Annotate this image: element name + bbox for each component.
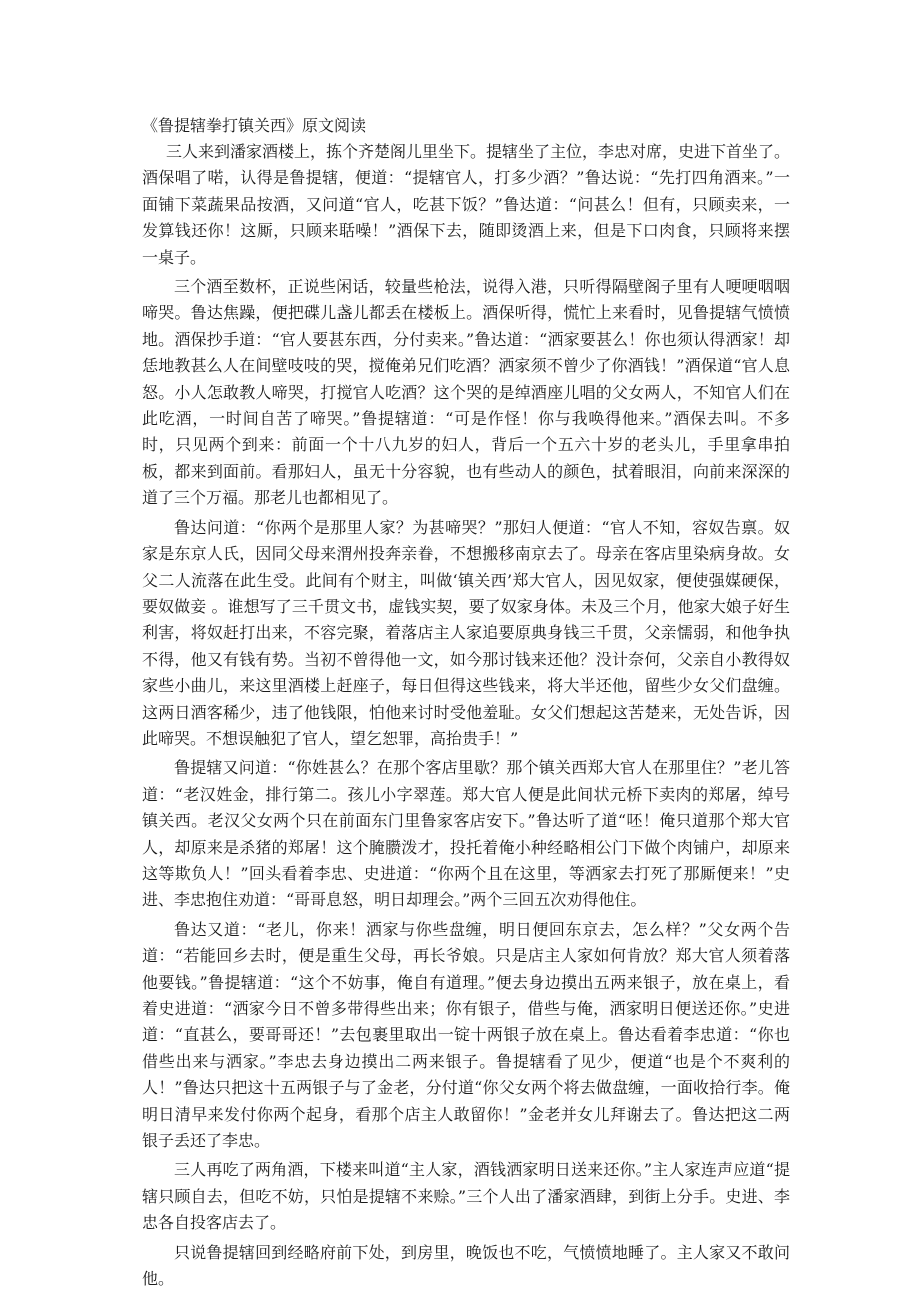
document-page xyxy=(142,112,790,1295)
paragraph: 只说鲁提辖回到经略府前下处，到房里，晚饭也不吃，气愤愤地睡了。主人家又不敢问他。 xyxy=(142,1242,790,1289)
paragraph: 三人再吃了两角酒，下楼来叫道“主人家，酒钱洒家明日送来还你。”主人家连声应道“提辖只顾自去，但吃不妨，只怕是提辖不来赊。”三个人出了潘家酒肆，到街上分手。史进、李忠各自投客店去了。 xyxy=(142,1160,790,1233)
document-title: 《鲁提辖拳打镇关西》原文阅读 xyxy=(142,116,367,135)
paragraph: 鲁提辖又问道：“你姓甚么？在那个客店里歇？那个镇关西郑大官人在那里住？”老儿答道：“老汉姓金，排行第二。孩儿小字翠莲。郑大官人便是此间状元桥下卖肉的郑屠，绰号镇关西。老汉父女两个只在前面东门里鲁家客店安下。”鲁达听了道“呸！俺只道那个郑大官人，却原来是杀猪的郑屠！这个腌臜泼才，投托着俺小种经略相公门下做个肉铺户，却原来这等欺负人！”回头看着李忠、史进道：“你两个且在这里，等洒家去打死了那厮便来！”史进、李忠抱住劝道：“哥哥息怒，明日却理会。”两个三回五次劝得他住。 xyxy=(142,758,790,910)
paragraph: 鲁达问道：“你两个是那里人家？为甚啼哭？”那妇人便道：“官人不知，容奴告禀。奴家是东京人氏，因同父母来渭州投奔亲眷，不想搬移南京去了。母亲在客店里染病身故。女父二人流落在此生受。此间有个财主，叫做‘镇关西’郑大官人，因见奴家，便使强媒硬保，要奴做妾 。谁想写了三千贯文书，虚钱实契，要了奴家身体。未及三个月，他家大娘子好生利害，将奴赶打出来，不容完聚，着落店主人家追要原典身钱三千贯，父亲懦弱，和他争执不得，他又有钱有势。当初不曾得他一文，如今那讨钱来还他？没计奈何，父亲自小教得奴家些小曲儿，来这里酒楼上赶座子，每日但得这些钱来，将大半还他，留些少女父们盘缠。这两日酒客稀少，违了他钱限，怕他来讨时受他羞耻。女父们想起这苦楚来，无处告诉，因此啼哭。不想误触犯了官人，望乞恕罪，高抬贵手！” xyxy=(142,517,790,748)
paragraph: 三人来到潘家酒楼上，拣个齐楚阁儿里坐下。提辖坐了主位，李忠对席，史进下首坐了。酒保唱了喏，认得是鲁提辖，便道：“提辖官人，打多少酒？”鲁达说：“先打四角酒来。”一面铺下菜蔬果品按酒，又问道“官人，吃甚下饭？”鲁达道：“问甚么！但有，只顾卖来，一发算钱还你！这厮，只顾来聒噪！”酒保下去，随即烫酒上来，但是下口肉食，只顾将来摆一桌子。 xyxy=(142,142,791,267)
paragraph: 三个酒至数杯，正说些闲话，较量些枪法，说得入港，只听得隔壁阁子里有人哽哽咽咽啼哭。鲁达焦躁，便把碟儿盏儿都丢在楼板上。酒保听得，慌忙上来看时，见鲁提辖气愤愤地。酒保抄手道：“官人要甚东西，分付卖来。”鲁达道：“洒家要甚么！你也须认得洒家！却恁地教甚么人在间壁吱吱的哭，搅俺弟兄们吃酒？洒家须不曾少了你酒钱！”酒保道“官人息怒。小人怎敢教人啼哭，打搅官人吃酒？这个哭的是绰酒座儿唱的父女两人，不知官人们在此吃酒，一时间自苦了啼哭。”鲁提辖道：“可是作怪！你与我唤得他来。”酒保去叫。不多时，只见两个到来：前面一个十八九岁的妇人，背后一个五六十岁的老头儿，手里拿串拍板，都来到面前。看那妇人，虽无十分容貌，也有些动人的颜色，拭着眼泪，向前来深深的道了三个万福。那老儿也都相见了。 xyxy=(142,277,790,508)
paragraph: 鲁达又道：“老儿，你来！洒家与你些盘缠，明日便回东京去，怎么样？”父女两个告道：“若能回乡去时，便是重生父母，再长爷娘。只是店主人家如何肯放？郑大官人须着落他要钱。”鲁提辖道：“这个不妨事，俺自有道理。”便去身边摸出五两来银子，放在桌上，看着史进道：“洒家今日不曾多带得些出来；你有银子，借些与俺，洒家明日便送还你。”史进道：“直甚么，要哥哥还！”去包裹里取出一锭十两银子放在桌上。鲁达看着李忠道：“你也借些出来与洒家。”李忠去身边摸出二两来银子。鲁提辖看了见少，便道“也是个不爽利的人！”鲁达只把这十五两银子与了金老，分付道“你父女两个将去做盘缠，一面收拾行李。俺明日清早来发付你两个起身，看那个店主人敢留你！”金老并女儿拜谢去了。鲁达把这二两银子丢还了李忠。 xyxy=(142,919,790,1151)
